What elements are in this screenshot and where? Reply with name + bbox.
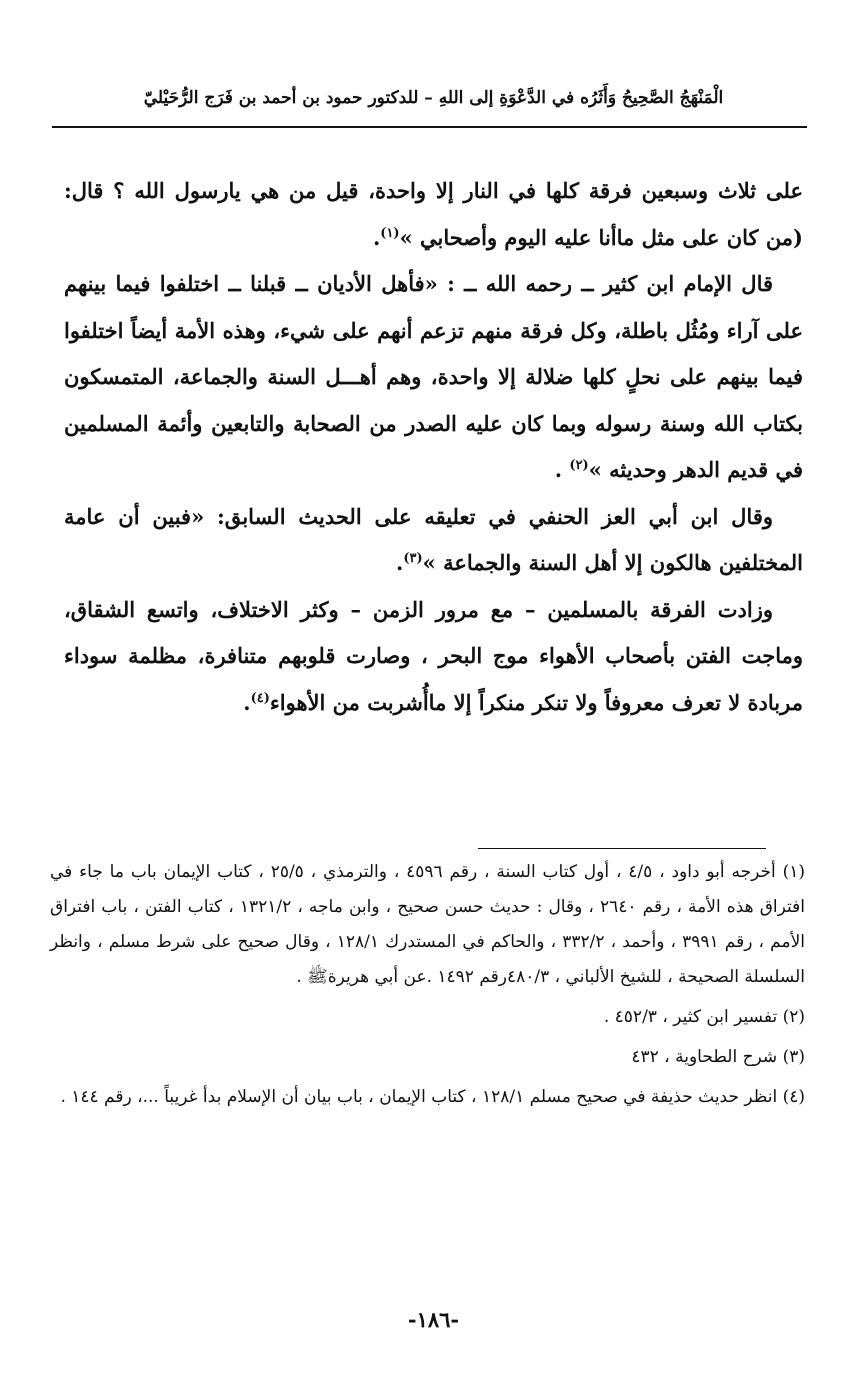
footnote-3: (٣) شرح الطحاوية ، ٤٣٢ bbox=[631, 1047, 805, 1067]
paragraph-3-end: . bbox=[396, 550, 404, 575]
footnote-1: (١) أخرجه أبو داود ، ٤/٥ ، أول كتاب السنة ، رقم ٤٥٩٦ ، والترمذي ، ٢٥/٥ ، كتاب الإيمان باب ما جاء في افتراق هذه الأمة ، رقم ٢٦٤٠ ، وقال : حديث حسن صحيح ، وابن ماجه ، ١٣٢١/٢ ، كتاب الفتن ، باب افتراق الأمم ، رقم ٣٩٩١ ، وأحمد ، ٣٣٢/٢ ، والحاكم في المستدرك ١٢٨/١ ، وقال صحيح على شرط مسلم ، وانظر السلسلة الصحيحة ، للشيخ الألباني ، ٤٨٠/٣رقم ١٤٩٢ .عن أبي هريرةﷺ . bbox=[50, 862, 805, 987]
paragraph-1-end: . bbox=[372, 224, 381, 250]
footnote-ref-1: (١) bbox=[380, 225, 400, 241]
paragraph-4-end: . bbox=[243, 689, 251, 715]
main-text bbox=[64, 168, 803, 726]
footnote-ref-4: (٤) bbox=[250, 690, 270, 706]
paragraph-3 bbox=[64, 494, 803, 587]
paragraph-4 bbox=[64, 587, 803, 727]
header-rule bbox=[52, 126, 807, 128]
footnote-ref-3: (٣) bbox=[403, 551, 423, 566]
paragraph-2-end: . bbox=[554, 457, 570, 482]
footnotes bbox=[50, 855, 805, 1120]
running-header: الْمَنْهَجُ الصَّحِيحُ وَأَثَرُه في الدَّعْوَةِ إلى اللهِ – للدكتور حمود بن أحمد بن فَرَج الرُّحَيْليّ bbox=[143, 88, 724, 108]
paragraph-2-text: قال الإمام ابن كثير ــ رحمه الله ــ : «فأهل الأديان ــ قبلنا ــ اختلفوا فيما بينهم على آراء ومُثُل باطلة، وكل فرقة منهم تزعم أنهم على شيء، وهذه الأمة أيضاً اختلفوا فيما بينهم على نحلٍ كلها ضلالة إلا واحدة، وهم أهـــل السنة والجماعة، المتمسكون بكتاب الله وسنة رسوله وبما كان عليه الصدر من الصحابة والتابعين وأئمة المسلمين في قديم الدهر وحديثه » bbox=[64, 271, 803, 482]
paragraph-3-text: وقال ابن أبي العز الحنفي في تعليقه على الحديث السابق: «فبين أن عامة المختلفين هالكون إلا أهل السنة والجماعة » bbox=[64, 503, 803, 575]
page-number: -١٨٦- bbox=[407, 1307, 460, 1332]
paragraph-2 bbox=[64, 261, 803, 494]
footnote-4: (٤) انظر حديث حذيفة في صحيح مسلم ١٢٨/١ ، كتاب الإيمان ، باب بيان أن الإسلام بدأ غريباً ...، رقم ١٤٤ . bbox=[60, 1087, 805, 1107]
footnote-ref-2: (٢) bbox=[569, 458, 589, 473]
paragraph-1 bbox=[64, 168, 803, 261]
paragraph-1-text: على ثلاث وسبعين فرقة كلها في النار إلا واحدة، قيل من هي يارسول الله ؟ قال: (من كان على مثل ماأنا عليه اليوم وأصحابي » bbox=[64, 178, 803, 250]
footnote-2: (٢) تفسير ابن كثير ، ٤٥٢/٣ . bbox=[603, 1007, 805, 1027]
paragraph-4-text: وزادت الفرقة بالمسلمين – مع مرور الزمن – وكثر الاختلاف، واتسع الشقاق، وماجت الفتن بأصحاب الأهواء موج البحر ، وصارت قلوبهم متنافرة، مظلمة سوداء مربادة لا تعرف معروفاً ولا تنكر منكراً إلا ماأُشربت من الأهواء bbox=[64, 596, 803, 715]
footnote-separator bbox=[478, 848, 766, 849]
